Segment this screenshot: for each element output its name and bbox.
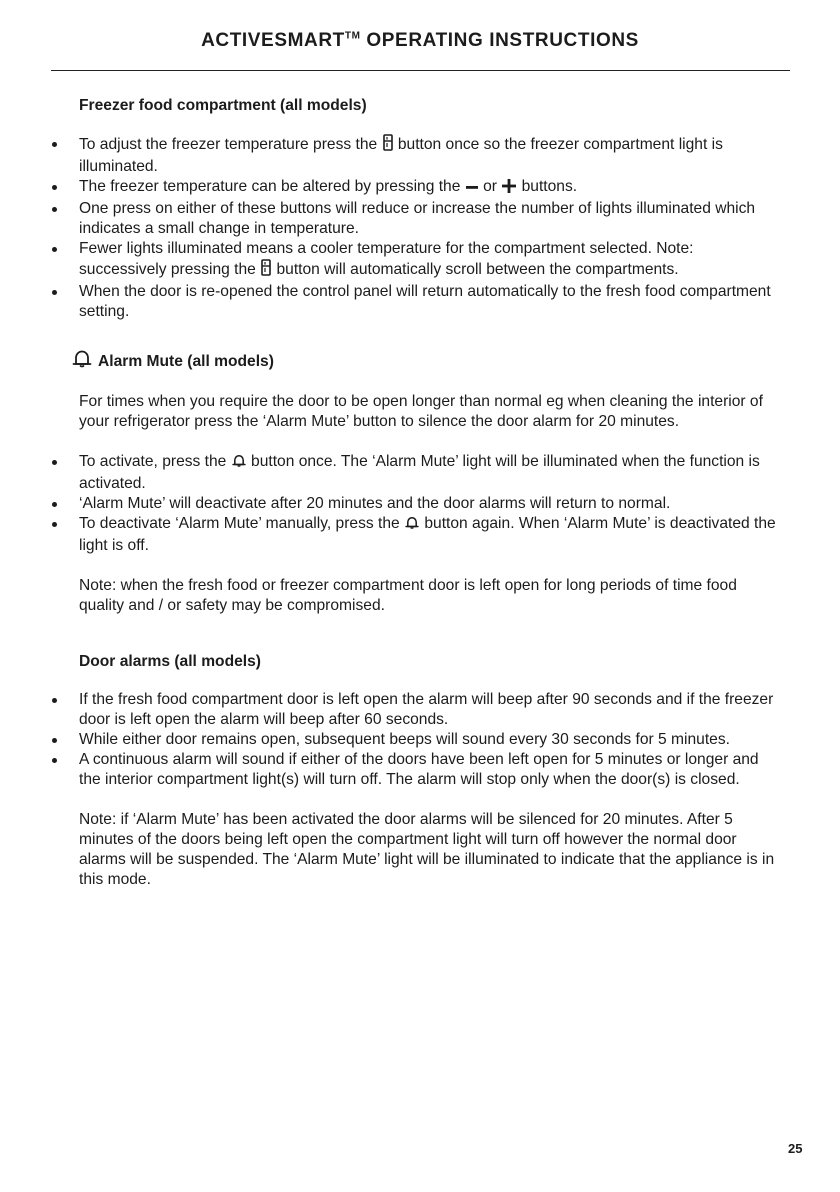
list-item: While either door remains open, subsequent beeps will sound every 30 seconds for 5 minutes.	[79, 730, 784, 750]
minus-icon	[466, 179, 478, 199]
alarm-mute-heading-text: Alarm Mute (all models)	[98, 353, 274, 370]
freezer-b2-text-b: or	[478, 178, 502, 195]
page-content	[79, 96, 784, 890]
alarm-b1-text-b: button once. The ‘Alarm Mute’ light will be illuminated when the function is activated.	[79, 453, 760, 492]
freezer-heading: Freezer food compartment (all models)	[79, 97, 367, 114]
door-alarms-note: Note: if ‘Alarm Mute’ has been activated the door alarms will be silenced for 20 minutes. After 5 minutes of the doors being left open the compartment light will turn off however the normal door alarms will be suspended. The ‘Alarm Mute’ light will be illuminated to indicate that the appliance is in this mode.	[79, 811, 775, 888]
freezer-b4-text-b: button will automatically scroll between the compartments.	[272, 261, 679, 278]
list-item: ‘Alarm Mute’ will deactivate after 20 minutes and the door alarms will return to normal.	[79, 494, 784, 514]
freezer-b2-text-a: The freezer temperature can be altered by pressing the	[79, 178, 465, 195]
list-item: One press on either of these buttons will reduce or increase the number of lights illuminated which indicates a small change in temperature.	[79, 199, 784, 239]
freezer-b1-text-b: button once so the freezer compartment light is illuminated.	[79, 136, 723, 175]
list-item: When the door is re-opened the control panel will return automatically to the fresh food compartment setting.	[79, 282, 784, 322]
list-item: If the fresh food compartment door is left open the alarm will beep after 90 seconds and if the freezer door is left open the alarm will beep after 60 seconds.	[79, 690, 784, 730]
alarm-b3-text-a: To deactivate ‘Alarm Mute’ manually, press the	[79, 515, 405, 532]
trademark-symbol: TM	[344, 30, 361, 42]
bell-icon	[72, 350, 92, 374]
list-item	[79, 177, 784, 199]
alarm-b3-text-b: button again. When ‘Alarm Mute’ is deactivated the light is off.	[79, 515, 776, 554]
fridge-compartment-icon	[261, 259, 271, 282]
door-alarms-section	[79, 652, 784, 890]
plus-icon	[502, 179, 516, 199]
list-item	[79, 452, 784, 494]
alarm-mute-bullet-list	[79, 452, 784, 556]
page-number: 25	[788, 1141, 803, 1156]
spacer	[79, 432, 784, 452]
list-item	[79, 239, 784, 282]
bell-icon	[405, 516, 419, 536]
fridge-compartment-icon	[383, 134, 393, 157]
door-alarms-bullet-list	[79, 690, 784, 790]
door-alarms-heading: Door alarms (all models)	[79, 653, 261, 670]
freezer-b2-text-c: buttons.	[517, 178, 578, 195]
header-divider	[51, 70, 790, 71]
list-item	[79, 134, 784, 177]
freezer-b1-text-a: To adjust the freezer temperature press the	[79, 136, 382, 153]
freezer-bullet-list	[79, 134, 784, 322]
alarm-mute-section	[79, 350, 784, 616]
freezer-b4-text-a: Fewer lights illuminated means a cooler temperature for the compartment selected. Note: successively pressing the	[79, 240, 694, 278]
alarm-mute-heading	[71, 350, 784, 374]
list-item	[79, 514, 784, 556]
list-item: A continuous alarm will sound if either of the doors have been left open for 5 minutes or longer and the interior compartment light(s) will turn off. The alarm will stop only when the door(s) is closed.	[79, 750, 784, 790]
spacer	[79, 556, 784, 576]
bell-icon	[232, 454, 246, 474]
spacer	[79, 790, 784, 810]
alarm-mute-note: Note: when the fresh food or freezer compartment door is left open for long periods of time food quality and / or safety may be compromised.	[79, 577, 737, 614]
alarm-b1-text-a: To activate, press the	[79, 453, 231, 470]
title-prefix: ACTIVESMART	[201, 30, 345, 51]
title-suffix: OPERATING INSTRUCTIONS	[360, 30, 639, 51]
alarm-mute-intro: For times when you require the door to be open longer than normal eg when cleaning the interior of your refrigerator press the ‘Alarm Mute’ button to silence the door alarm for 20 minutes.	[79, 393, 763, 430]
freezer-section	[79, 96, 784, 322]
page-title	[0, 30, 840, 52]
